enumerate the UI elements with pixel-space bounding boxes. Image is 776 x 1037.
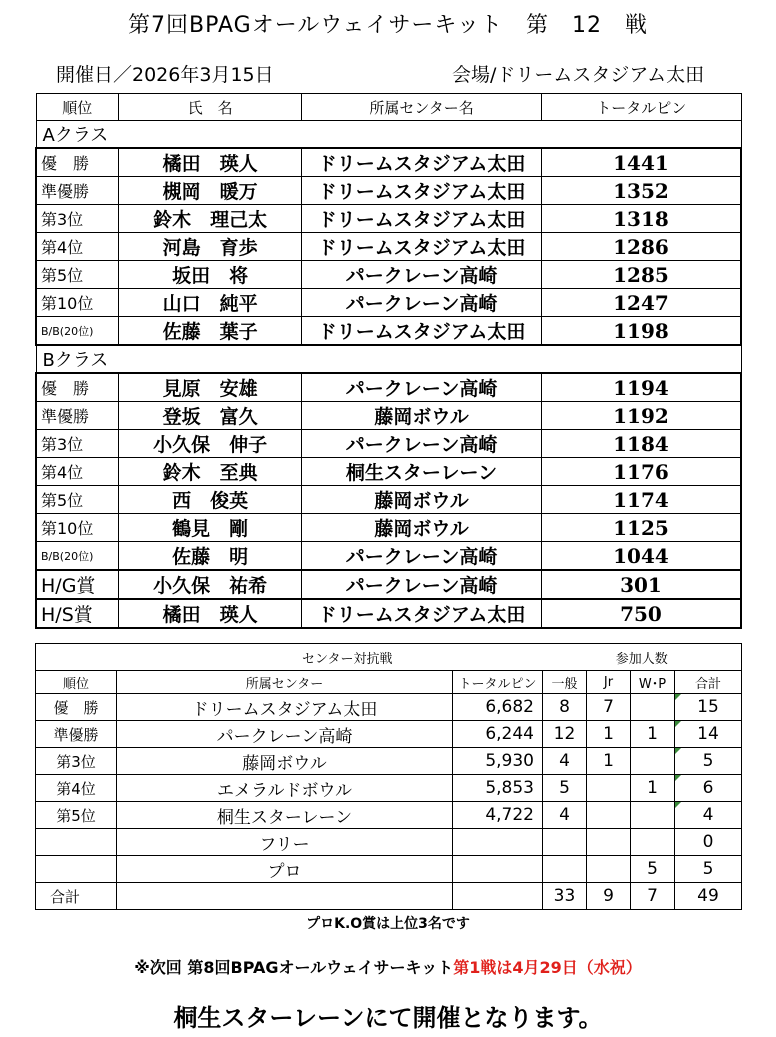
- rank-cell: 第3位: [36, 205, 119, 233]
- team-wp-cell: 1: [631, 775, 675, 802]
- result-row: [36, 486, 741, 514]
- team-jr-cell: 9: [587, 883, 631, 910]
- team-wp-cell: [631, 802, 675, 829]
- center-cell: 桐生スターレーン: [302, 458, 542, 486]
- team-header-pins: トータルピン: [453, 671, 543, 694]
- class-a-label: Aクラス: [36, 121, 741, 149]
- pins-cell: 1194: [541, 373, 741, 402]
- team-wp-cell: 5: [631, 856, 675, 883]
- team-pins-cell: 5,853: [453, 775, 543, 802]
- rank-cell: 第4位: [36, 233, 119, 261]
- result-row: [36, 261, 741, 289]
- team-header-jr: Jr: [587, 671, 631, 694]
- ko-note: プロK.O賞は上位3名です: [306, 916, 470, 932]
- rank-cell: 準優勝: [36, 402, 119, 430]
- team-pins-cell: [453, 829, 543, 856]
- team-general-cell: 5: [543, 775, 587, 802]
- center-cell: パークレーン高崎: [302, 570, 542, 599]
- team-header-general: 一般: [543, 671, 587, 694]
- team-rank-cell: 第3位: [36, 748, 117, 775]
- result-row: [36, 233, 741, 261]
- team-pins-cell: 5,930: [453, 748, 543, 775]
- team-total-cell: 49: [675, 883, 742, 910]
- result-row: [36, 458, 741, 486]
- center-cell: パークレーン高崎: [302, 430, 542, 458]
- center-cell: ドリームスタジアム太田: [302, 177, 542, 205]
- pins-cell: 301: [541, 570, 741, 599]
- next-venue-note: 桐生スターレーンにて開催となります。: [173, 1004, 603, 1032]
- pins-cell: 1125: [541, 514, 741, 542]
- team-row: [36, 721, 742, 748]
- next-event-date: 第1戦は4月29日（水祝）: [453, 958, 642, 977]
- name-cell: 鈴木 理己太: [119, 205, 302, 233]
- team-pins-cell: 6,682: [453, 694, 543, 721]
- event-venue: 会場/ドリームスタジアム太田: [452, 64, 705, 86]
- result-row: [36, 205, 741, 233]
- team-general-cell: 4: [543, 748, 587, 775]
- name-cell: 山口 純平: [119, 289, 302, 317]
- next-event-note: [0, 955, 776, 978]
- pins-cell: 750: [541, 599, 741, 628]
- team-center-cell: 桐生スターレーン: [117, 802, 453, 829]
- result-row: [36, 402, 741, 430]
- team-row: [36, 694, 742, 721]
- name-cell: 橘田 瑛人: [119, 148, 302, 177]
- name-cell: 鶴見 剛: [119, 514, 302, 542]
- team-total-cell: 4: [675, 802, 742, 829]
- team-jr-cell: [587, 802, 631, 829]
- team-header-total: 合計: [675, 671, 742, 694]
- center-cell: ドリームスタジアム太田: [302, 317, 542, 346]
- team-row: [36, 883, 742, 910]
- pins-cell: 1285: [541, 261, 741, 289]
- team-rank-cell: [36, 856, 117, 883]
- class-b-label: Bクラス: [36, 345, 741, 373]
- team-jr-cell: [587, 856, 631, 883]
- pins-cell: 1198: [541, 317, 741, 346]
- name-cell: 鈴木 至典: [119, 458, 302, 486]
- team-row: [36, 829, 742, 856]
- team-row: [36, 748, 742, 775]
- result-row: [36, 177, 741, 205]
- event-date: 開催日／2026年3月15日: [56, 64, 274, 86]
- team-center-cell: プロ: [117, 856, 453, 883]
- rank-cell: B/B(20位): [36, 542, 119, 571]
- name-cell: 佐藤 明: [119, 542, 302, 571]
- center-cell: パークレーン高崎: [302, 289, 542, 317]
- rank-cell: 優 勝: [36, 373, 119, 402]
- team-total-cell: 0: [675, 829, 742, 856]
- team-total-cell: 5: [675, 748, 742, 775]
- team-center-cell: [117, 883, 453, 910]
- team-header-wp: W･P: [631, 671, 675, 694]
- result-row: [36, 599, 741, 628]
- team-row: [36, 802, 742, 829]
- header-name: 氏 名: [119, 94, 302, 121]
- results-table: [35, 93, 742, 629]
- team-center-cell: ドリームスタジアム太田: [117, 694, 453, 721]
- pins-cell: 1247: [541, 289, 741, 317]
- team-general-cell: [543, 829, 587, 856]
- page-title: 第7回BPAGオールウェイサーキット 第 12 戦: [128, 13, 648, 38]
- team-pins-cell: 6,244: [453, 721, 543, 748]
- center-cell: 藤岡ボウル: [302, 402, 542, 430]
- pins-cell: 1174: [541, 486, 741, 514]
- team-jr-cell: 1: [587, 721, 631, 748]
- center-cell: 藤岡ボウル: [302, 514, 542, 542]
- pins-cell: 1176: [541, 458, 741, 486]
- team-rank-cell: [36, 829, 117, 856]
- team-header-center: 所属センター: [117, 671, 453, 694]
- team-table-title: センター対抗戦: [117, 644, 453, 671]
- team-pins-cell: [453, 856, 543, 883]
- results-header-row: [36, 94, 741, 121]
- team-total-cell: 14: [675, 721, 742, 748]
- rank-cell: H/G賞: [36, 570, 119, 599]
- rank-cell: 第5位: [36, 486, 119, 514]
- rank-cell: 第3位: [36, 430, 119, 458]
- result-row: [36, 570, 741, 599]
- result-row: [36, 289, 741, 317]
- team-wp-cell: 1: [631, 721, 675, 748]
- result-row: [36, 373, 741, 402]
- rank-cell: 第5位: [36, 261, 119, 289]
- result-row: [36, 148, 741, 177]
- name-cell: 槻岡 暖万: [119, 177, 302, 205]
- pins-cell: 1286: [541, 233, 741, 261]
- center-team-table: [35, 643, 742, 910]
- name-cell: 西 俊英: [119, 486, 302, 514]
- center-cell: ドリームスタジアム太田: [302, 148, 542, 177]
- rank-cell: 準優勝: [36, 177, 119, 205]
- header-center: 所属センター名: [302, 94, 542, 121]
- rank-cell: B/B(20位): [36, 317, 119, 346]
- team-jr-cell: [587, 775, 631, 802]
- team-jr-cell: 7: [587, 694, 631, 721]
- team-header-rank: 順位: [36, 671, 117, 694]
- team-jr-cell: 1: [587, 748, 631, 775]
- name-cell: 坂田 将: [119, 261, 302, 289]
- center-cell: ドリームスタジアム太田: [302, 233, 542, 261]
- pins-cell: 1352: [541, 177, 741, 205]
- team-general-cell: 4: [543, 802, 587, 829]
- result-row: [36, 317, 741, 346]
- center-cell: 藤岡ボウル: [302, 486, 542, 514]
- team-rank-cell: 第4位: [36, 775, 117, 802]
- team-wp-cell: [631, 829, 675, 856]
- team-wp-cell: 7: [631, 883, 675, 910]
- rank-cell: 優 勝: [36, 148, 119, 177]
- rank-cell: 第4位: [36, 458, 119, 486]
- pins-cell: 1184: [541, 430, 741, 458]
- team-pins-cell: 4,722: [453, 802, 543, 829]
- next-event-text: ※次回 第8回BPAGオールウェイサーキット: [134, 958, 454, 977]
- team-center-cell: 藤岡ボウル: [117, 748, 453, 775]
- team-row: [36, 856, 742, 883]
- team-rank-cell: 優 勝: [36, 694, 117, 721]
- team-total-cell: 6: [675, 775, 742, 802]
- rank-cell: 第10位: [36, 514, 119, 542]
- center-cell: ドリームスタジアム太田: [302, 599, 542, 628]
- team-row: [36, 775, 742, 802]
- team-total-cell: 5: [675, 856, 742, 883]
- header-rank: 順位: [36, 94, 119, 121]
- center-cell: パークレーン高崎: [302, 542, 542, 571]
- participants-title: 参加人数: [543, 644, 742, 671]
- name-cell: 登坂 富久: [119, 402, 302, 430]
- name-cell: 佐藤 葉子: [119, 317, 302, 346]
- team-jr-cell: [587, 829, 631, 856]
- center-cell: パークレーン高崎: [302, 373, 542, 402]
- name-cell: 見原 安雄: [119, 373, 302, 402]
- team-wp-cell: [631, 748, 675, 775]
- team-rank-cell: 第5位: [36, 802, 117, 829]
- name-cell: 橘田 瑛人: [119, 599, 302, 628]
- rank-cell: H/S賞: [36, 599, 119, 628]
- center-cell: ドリームスタジアム太田: [302, 205, 542, 233]
- team-center-cell: エメラルドボウル: [117, 775, 453, 802]
- name-cell: 小久保 伸子: [119, 430, 302, 458]
- team-wp-cell: [631, 694, 675, 721]
- team-general-cell: [543, 856, 587, 883]
- team-general-cell: 12: [543, 721, 587, 748]
- rank-cell: 第10位: [36, 289, 119, 317]
- result-row: [36, 430, 741, 458]
- team-general-cell: 33: [543, 883, 587, 910]
- name-cell: 河島 育歩: [119, 233, 302, 261]
- team-total-cell: 15: [675, 694, 742, 721]
- team-rank-cell: 準優勝: [36, 721, 117, 748]
- result-row: [36, 542, 741, 571]
- result-row: [36, 514, 741, 542]
- team-general-cell: 8: [543, 694, 587, 721]
- team-center-cell: パークレーン高崎: [117, 721, 453, 748]
- team-rank-cell: 合計: [36, 883, 117, 910]
- team-center-cell: フリー: [117, 829, 453, 856]
- pins-cell: 1318: [541, 205, 741, 233]
- team-pins-cell: [453, 883, 543, 910]
- header-pins: トータルピン: [541, 94, 741, 121]
- name-cell: 小久保 祐希: [119, 570, 302, 599]
- center-cell: パークレーン高崎: [302, 261, 542, 289]
- pins-cell: 1441: [541, 148, 741, 177]
- pins-cell: 1192: [541, 402, 741, 430]
- pins-cell: 1044: [541, 542, 741, 571]
